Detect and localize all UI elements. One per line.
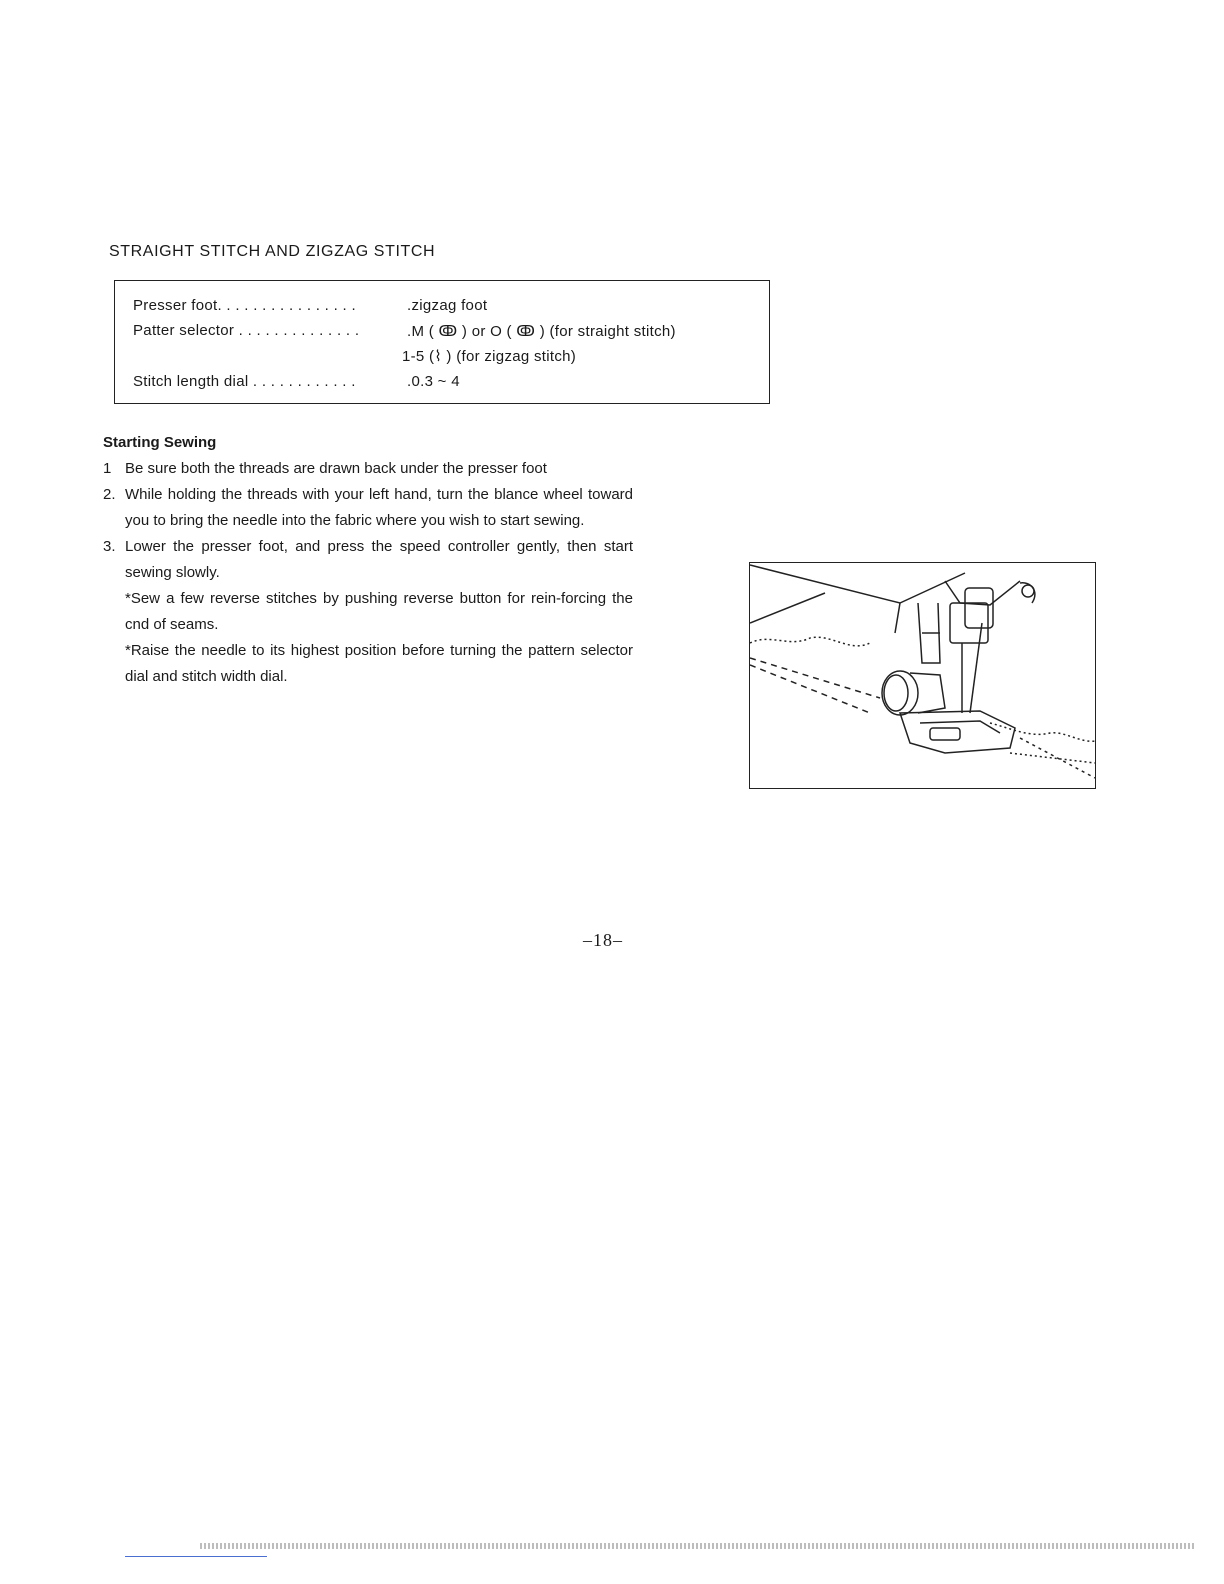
presser-foot-label: Presser foot. . . . . . . . . . . . . . . .	[133, 297, 356, 314]
presser-foot-row	[133, 297, 488, 314]
step-item	[103, 456, 633, 482]
pattern-selector-row	[133, 322, 676, 340]
section-title: STRAIGHT STITCH AND ZIGZAG STITCH	[109, 243, 436, 260]
page-number: –18–	[583, 930, 623, 950]
steps-list	[103, 456, 633, 690]
stitch-length-row	[133, 373, 460, 390]
presser-foot-illustration	[749, 562, 1096, 789]
step-text: Be sure both the threads are drawn back under the presser foot	[125, 460, 547, 477]
pattern-selector-label: Patter selector . . . . . . . . . . . . . .	[133, 322, 360, 339]
stitch-length-value: .0.3 ~ 4	[407, 373, 460, 390]
pattern-selector-row-2	[402, 347, 576, 365]
step-item	[103, 534, 633, 586]
note-item: *Raise the needle to its highest position before turning the pattern selector dial and stitch width dial.	[125, 642, 633, 685]
step-number: 2.	[103, 486, 116, 503]
step-text: Lower the presser foot, and press the speed controller gently, then start sewing slowly.	[125, 538, 633, 581]
starting-sewing-heading: Starting Sewing	[103, 434, 217, 451]
note-item: *Sew a few reverse stitches by pushing reverse button for rein-forcing the cnd of seams.	[125, 590, 633, 633]
settings-box	[114, 280, 770, 404]
pattern-selector-value-zigzag: 1-5 (⌇ ) (for zigzag stitch)	[402, 348, 577, 365]
step-number: 3.	[103, 538, 116, 555]
pattern-selector-value: .M ( ↂ ) or O ( ↂ ) (for straight stitch)	[407, 323, 676, 340]
step-number: 1	[103, 460, 112, 477]
stitch-length-label: Stitch length dial . . . . . . . . . . . .	[133, 373, 356, 390]
bottom-line	[125, 1556, 267, 1557]
step-text: While holding the threads with your left hand, turn the blance wheel toward you to bring the needle into the fabric where you wish to start sewing.	[125, 486, 633, 529]
step-item	[103, 482, 633, 534]
bottom-scan-edge	[200, 1543, 1194, 1549]
presser-foot-value: .zigzag foot	[407, 297, 488, 314]
sewing-machine-drawing	[750, 563, 1095, 788]
